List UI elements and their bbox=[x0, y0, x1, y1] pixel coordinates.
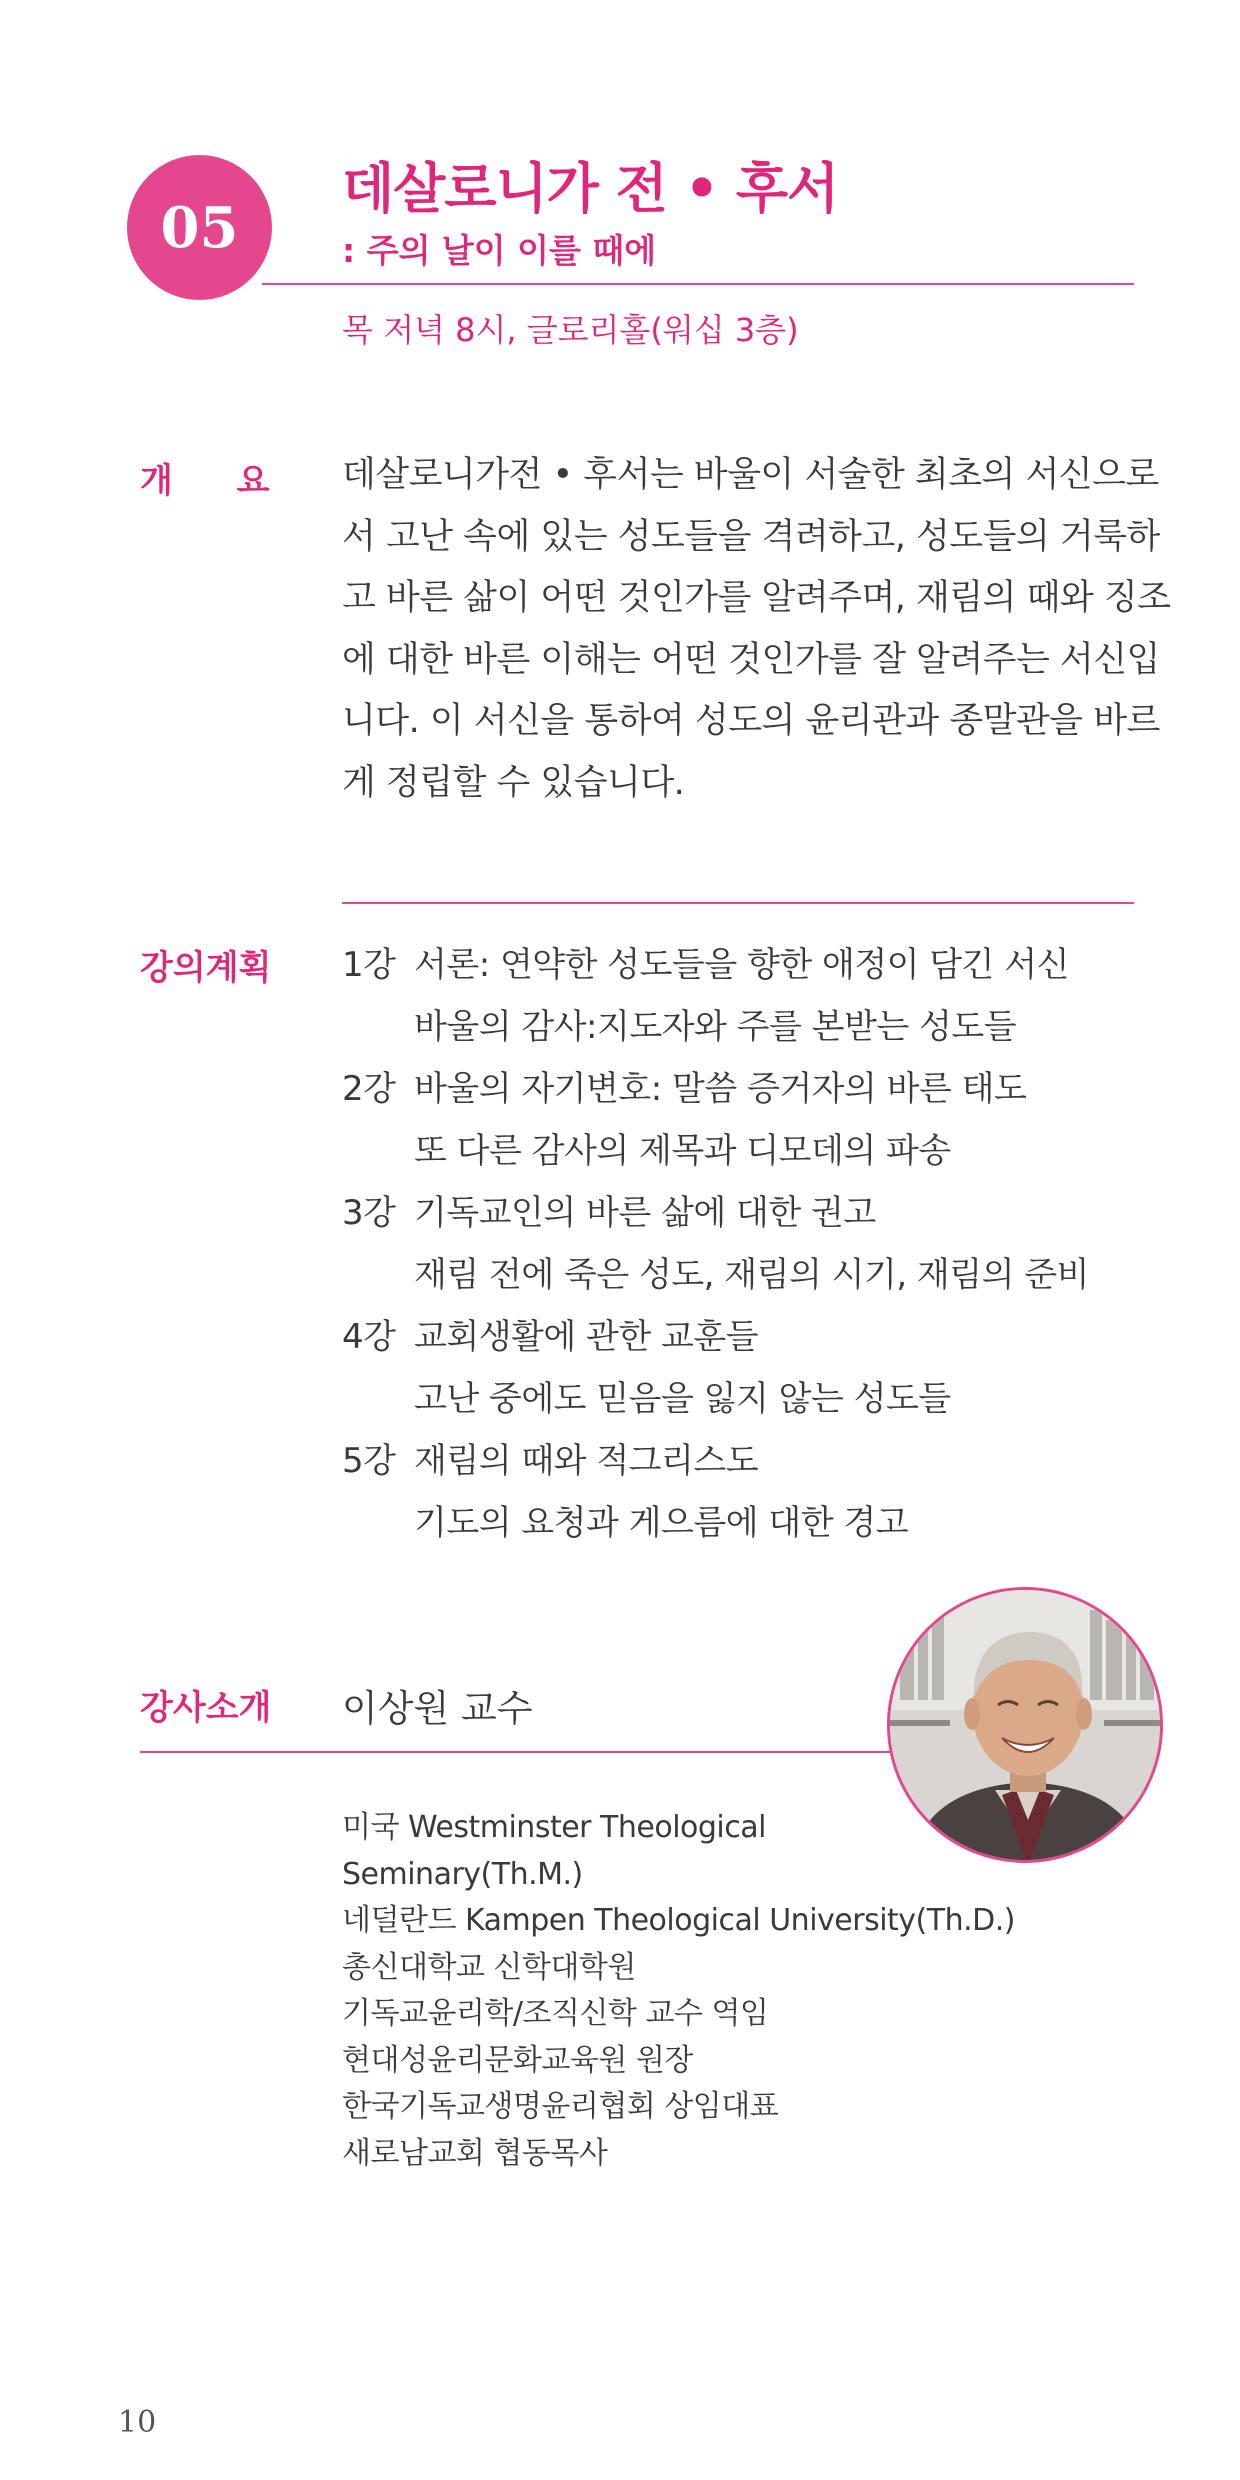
bio-line: 총신대학교 신학대학원 bbox=[342, 1949, 636, 1985]
lecture-row-continued bbox=[342, 1371, 1142, 1433]
lecture-topic: 기독교인의 바른 삶에 대한 권고 bbox=[414, 1193, 876, 1233]
lecture-row bbox=[342, 1309, 1142, 1371]
lecture-topic: 바울의 감사:지도자와 주를 본받는 성도들 bbox=[414, 1007, 1017, 1047]
lecture-row bbox=[342, 1061, 1142, 1123]
overview-line: 고 바른 삶이 어떤 것인가를 알려주며, 재림의 때와 징조 bbox=[342, 578, 1171, 618]
lecture-row-continued bbox=[342, 1495, 1142, 1557]
header-divider bbox=[262, 283, 1134, 285]
bio-line: Seminary(Th.M.) bbox=[342, 1856, 583, 1892]
lecture-row bbox=[342, 1185, 1142, 1247]
overview-line: 데살로니가전 • 후서는 바울이 서술한 최초의 서신으로 bbox=[342, 455, 1159, 495]
lecture-number: 4강 bbox=[342, 1317, 396, 1357]
overview-line: 에 대한 바른 이해는 어떤 것인가를 잘 알려주는 서신입 bbox=[342, 639, 1160, 680]
lecture-row-continued bbox=[342, 1123, 1142, 1185]
section-number-badge bbox=[127, 155, 272, 300]
speaker-label: 강사소개 bbox=[140, 1688, 272, 1728]
bio-line: 네덜란드 Kampen Theological University(Th.D.) bbox=[342, 1903, 1015, 1938]
lecture-topic: 기도의 요청과 게으름에 대한 경고 bbox=[414, 1503, 909, 1543]
lecture-number: 1강 bbox=[342, 945, 396, 985]
lecture-number: 5강 bbox=[342, 1441, 396, 1481]
lecture-row-continued bbox=[342, 1247, 1142, 1309]
bio-line: 미국 Westminster Theological bbox=[342, 1810, 766, 1845]
bio-line: 새로남교회 협동목사 bbox=[342, 2135, 608, 2171]
lecture-topic: 바울의 자기변호: 말씀 증거자의 바른 태도 bbox=[414, 1069, 1027, 1109]
overview-line: 서 고난 속에 있는 성도들을 격려하고, 성도들의 거룩하 bbox=[342, 516, 1160, 557]
bio-line: 현대성윤리문화교육원 원장 bbox=[342, 2042, 693, 2078]
bio-line: 한국기독교생명윤리협회 상임대표 bbox=[342, 2089, 779, 2124]
lecture-topic: 재림의 때와 적그리스도 bbox=[414, 1441, 759, 1481]
lecture-topic: 또 다른 감사의 제목과 디모데의 파송 bbox=[414, 1131, 951, 1171]
lecture-topic: 고난 중에도 믿음을 잃지 않는 성도들 bbox=[414, 1379, 951, 1419]
lecture-row bbox=[342, 1433, 1142, 1495]
speaker-bio bbox=[342, 1805, 1102, 2177]
overview-paragraph bbox=[342, 445, 1171, 814]
overview-line: 게 정립할 수 있습니다. bbox=[342, 762, 685, 803]
plan-label: 강의계획 bbox=[140, 948, 272, 988]
speaker-divider bbox=[140, 1751, 900, 1753]
section-divider bbox=[342, 902, 1134, 904]
schedule-text: 목 저녁 8시, 글로리홀(워십 3층) bbox=[342, 311, 799, 349]
lecture-topic: 서론: 연약한 성도들을 향한 애정이 담긴 서신 bbox=[414, 945, 1069, 985]
lecture-topic: 재림 전에 죽은 성도, 재림의 시기, 재림의 준비 bbox=[414, 1255, 1089, 1295]
page-number: 10 bbox=[118, 2405, 157, 2440]
lecture-row-continued bbox=[342, 999, 1142, 1061]
speaker-name: 이상원 교수 bbox=[342, 1687, 533, 1730]
page-subtitle: : 주의 날이 이를 때에 bbox=[342, 231, 657, 270]
bio-line: 기독교윤리학/조직신학 교수 역임 bbox=[342, 1996, 769, 2031]
lecture-topic: 교회생활에 관한 교훈들 bbox=[414, 1317, 759, 1357]
overview-label: 개 요 bbox=[140, 461, 296, 501]
page-title: 데살로니가 전 • 후서 bbox=[342, 157, 839, 220]
lecture-row bbox=[342, 937, 1142, 999]
lecture-number: 2강 bbox=[342, 1069, 396, 1109]
lecture-number: 3강 bbox=[342, 1193, 396, 1233]
lecture-plan-list bbox=[342, 937, 1142, 1557]
overview-line: 니다. 이 서신을 통하여 성도의 윤리관과 종말관을 바르 bbox=[342, 701, 1160, 741]
section-number: 05 bbox=[160, 194, 239, 261]
